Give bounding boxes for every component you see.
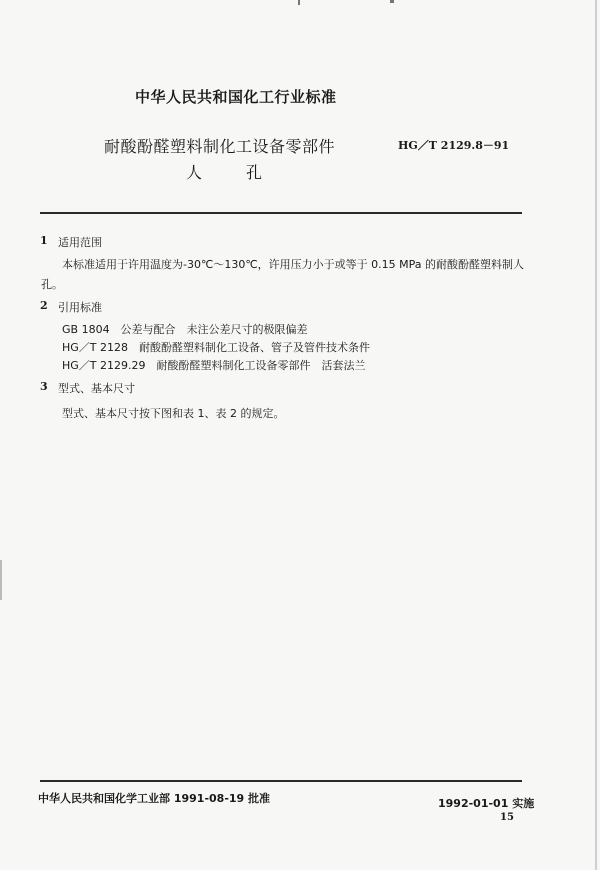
- section-paragraph: 本标准适用于许用温度为-30℃～130℃，许用压力小于或等于 0.15 MPa 的耐酸酚醛塑料制人: [62, 258, 525, 271]
- reference-item: HG／T 2129.29 耐酸酚醛塑料制化工设备零部件 活套法兰: [62, 359, 366, 372]
- reference-item: HG／T 2128 耐酸酚醛塑料制化工设备、管子及管件技术条件: [62, 341, 371, 354]
- scan-mark: [0, 560, 2, 600]
- page-number: 15: [500, 812, 514, 823]
- standard-code: HG／T 2129.8－91: [398, 139, 510, 152]
- section-number: 2: [40, 299, 48, 312]
- reference-item: GB 1804 公差与配合 未注公差尺寸的极限偏差: [62, 323, 308, 336]
- issuing-organization: 中华人民共和国化工行业标准: [135, 88, 337, 106]
- section-title: 引用标准: [58, 301, 102, 314]
- standard-title: 耐酸酚醛塑料制化工设备零部件: [104, 137, 336, 156]
- section-title: 型式、基本尺寸: [58, 382, 135, 395]
- section-title: 适用范围: [58, 236, 102, 249]
- standard-subtitle: 人孔: [186, 163, 307, 182]
- section-number: 3: [40, 380, 48, 393]
- effective-date: 1992-01-01 实施: [438, 797, 535, 810]
- scan-mark: [298, 0, 300, 5]
- scan-edge: [595, 0, 597, 870]
- section-paragraph: 型式、基本尺寸按下图和表 1、表 2 的规定。: [62, 407, 285, 420]
- footer-divider: [40, 780, 522, 782]
- scan-mark: [390, 0, 394, 3]
- section-number: 1: [40, 234, 48, 247]
- header-divider: [40, 212, 522, 214]
- approval-line: 中华人民共和国化学工业部 1991-08-19 批准: [38, 792, 271, 805]
- section-paragraph-continued: 孔。: [41, 278, 63, 291]
